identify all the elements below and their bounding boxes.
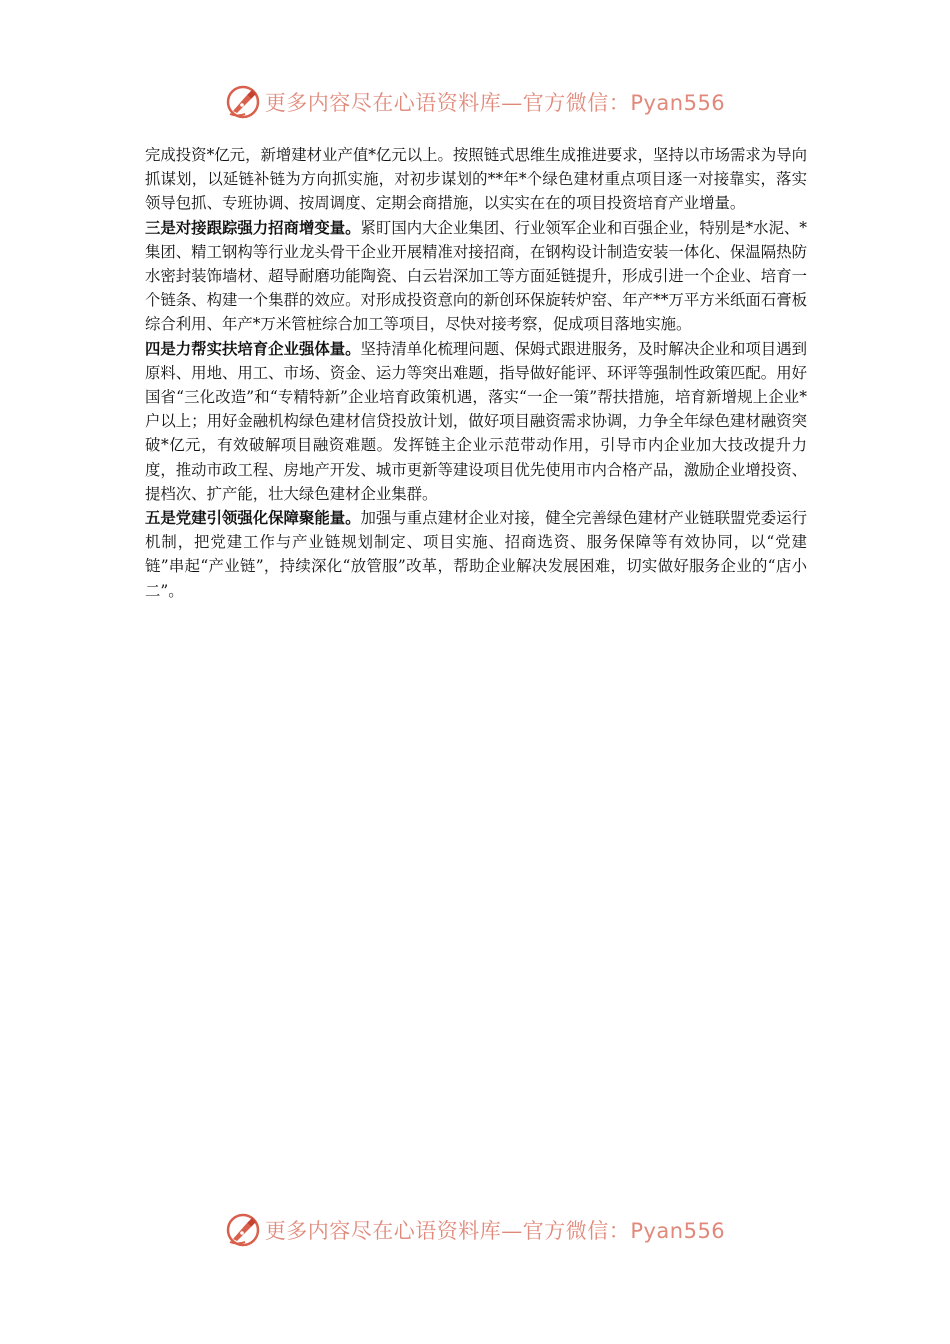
paragraph-text: 完成投资*亿元，新增建材业产值*亿元以上。按照链式思维生成推进要求，坚持以市场需求为导向抓谋划，以延链补链为方向抓实施，对初步谋划的**年*个绿色建材重点项目逐一对接靠实，落实领导包抓、专班协调、按周调度、定期会商措施，以实实在在的项目投资培育产业增量。 <box>145 146 807 213</box>
pen-nib-logo-icon <box>225 84 261 120</box>
paragraph-4 <box>145 506 807 603</box>
watermark-banner-bottom <box>0 1208 950 1252</box>
watermark-text: 更多内容尽在心语资料库—官方微信：Pyan556 <box>264 91 726 115</box>
paragraph-lead: 五是党建引领强化保障聚能量。 <box>145 509 361 528</box>
paragraph-text: 紧盯国内大企业集团、行业领军企业和百强企业，特别是*水泥、*集团、精工钢构等行业龙头骨干企业开展精准对接招商，在钢构设计制造安装一体化、保温隔热防水密封装饰墙材、超导耐磨功能陶瓷、白云岩深加工等方面延链提升，形成引进一个企业、培育一个链条、构建一个集群的效应。对形成投资意向的新创环保旋转炉窑、年产**万平方米纸面石膏板综合利用、年产*万米管桩综合加工等项目，尽快对接考察，促成项目落地实施。 <box>145 218 807 334</box>
document-body <box>145 143 807 603</box>
paragraph-text: 坚持清单化梳理问题、保姆式跟进服务，及时解决企业和项目遇到原料、用地、用工、市场、资金、运力等突出难题，指导做好能评、环评等强制性政策匹配。用好国省“三化改造”和“专精特新”企业培育政策机遇，落实“一企一策”帮扶措施，培育新增规上企业*户以上；用好金融机构绿色建材信贷投放计划，做好项目融资需求协调，力争全年绿色建材融资突破*亿元，有效破解项目融资难题。发挥链主企业示范带动作用，引导市内企业加大技改提升力度，推动市政工程、房地产开发、城市更新等建设项目优先使用市内合格产品，激励企业增投资、提档次、扩产能，壮大绿色建材企业集群。 <box>145 339 807 503</box>
paragraph-1 <box>145 143 807 216</box>
paragraph-3 <box>145 337 807 506</box>
pen-nib-logo-icon <box>225 1212 261 1248</box>
watermark-text: 更多内容尽在心语资料库—官方微信：Pyan556 <box>264 1219 726 1243</box>
paragraph-2 <box>145 216 807 337</box>
watermark-banner-top <box>0 80 950 124</box>
paragraph-lead: 三是对接跟踪强力招商增变量。 <box>145 218 361 237</box>
paragraph-lead: 四是力帮实扶培育企业强体量。 <box>145 339 361 358</box>
paragraph-text: 加强与重点建材企业对接，健全完善绿色建材产业链联盟党委运行机制，把党建工作与产业链规划制定、项目实施、招商选资、服务保障等有效协同，以“党建链”串起“产业链”，持续深化“放管服”改革，帮助企业解决发展困难，切实做好服务企业的“店小二”。 <box>145 509 807 600</box>
